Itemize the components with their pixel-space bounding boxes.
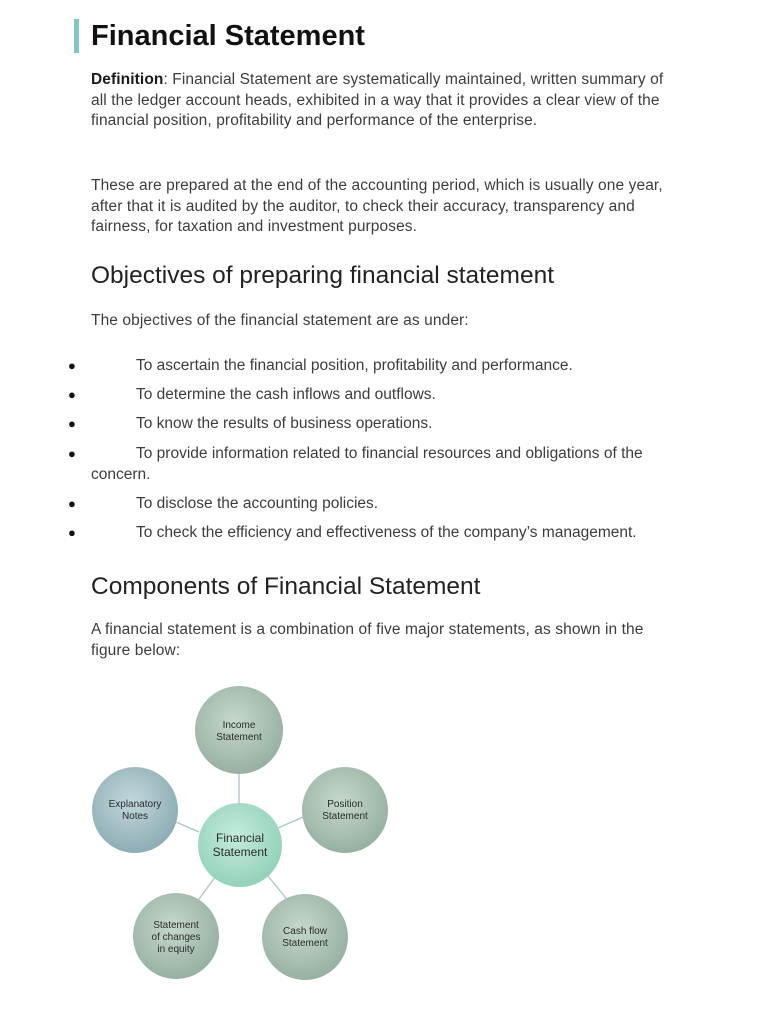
income-label-line2: Statement (216, 732, 262, 743)
cashflow-label-line1: Cash flow (283, 926, 327, 937)
equity-label-line1: Statement (153, 920, 199, 931)
connector-equity (197, 877, 215, 902)
center-label-line2: Statement (212, 845, 268, 859)
bullet-dot: ● (68, 387, 76, 402)
page-title: Financial Statement (91, 20, 365, 52)
position-label-line2: Statement (322, 811, 368, 822)
income-label-line1: Income (222, 720, 256, 731)
components-lead: A financial statement is a combination of five major statements, as shown in the figure below: (91, 621, 644, 659)
connector-notes (176, 822, 199, 832)
components-heading: Components of Financial Statement (91, 573, 481, 600)
intro-paragraph: These are prepared at the end of the accounting period, which is usually one year, after that it is audited by the auditor, to check their accuracy, transparency and fairness, for taxation and investment purposes. (91, 177, 663, 235)
bullet-dot: ● (68, 446, 76, 461)
cashflow-statement-node (262, 894, 348, 980)
list-item: ● To know the results of business operations. (0, 414, 768, 435)
connector-cashflow (268, 876, 289, 902)
definition-label: Definition (91, 71, 164, 88)
objectives-heading: Objectives of preparing financial statement (91, 262, 555, 289)
list-item: ● To determine the cash inflows and outflows. (0, 385, 768, 406)
position-label-line1: Position (327, 799, 363, 810)
connector-position (278, 817, 303, 828)
definition-paragraph (91, 70, 681, 132)
components-diagram (80, 680, 400, 990)
list-item: ● To disclose the accounting policies. (0, 494, 768, 515)
cashflow-label-line2: Statement (282, 938, 328, 949)
notes-label-line2: Notes (121, 811, 149, 822)
equity-label-line2: of changes (151, 932, 201, 943)
bullet-dot: ● (68, 495, 76, 511)
center-label-line1: Financial (215, 831, 265, 845)
bullet-dot: ● (68, 358, 76, 373)
objectives-lead: The objectives of the financial statement are as under: (91, 312, 469, 329)
list-item: ● To provide information related to financial resources and obligations of the concern. (68, 445, 643, 483)
explanatory-notes-node (92, 767, 178, 853)
objectives-list (0, 356, 768, 543)
definition-text: : Financial Statement are systematically maintained, written summary of all the ledger account heads, exhibited in a way that it provides a clear view of the financial position, profitability and performance of the enterprise. (91, 71, 664, 129)
bullet-dot: ● (68, 416, 76, 431)
position-statement-node (302, 767, 388, 853)
list-item: ● To check the efficiency and effectiveness of the company’s management. (0, 523, 768, 544)
title-accent-bar (74, 19, 79, 53)
bullet-dot: ● (68, 524, 76, 540)
notes-label-line1: Explanatory (108, 799, 162, 810)
equity-label-line3: in equity (157, 944, 195, 955)
list-item: ● To ascertain the financial position, profitability and performance. (0, 356, 768, 377)
